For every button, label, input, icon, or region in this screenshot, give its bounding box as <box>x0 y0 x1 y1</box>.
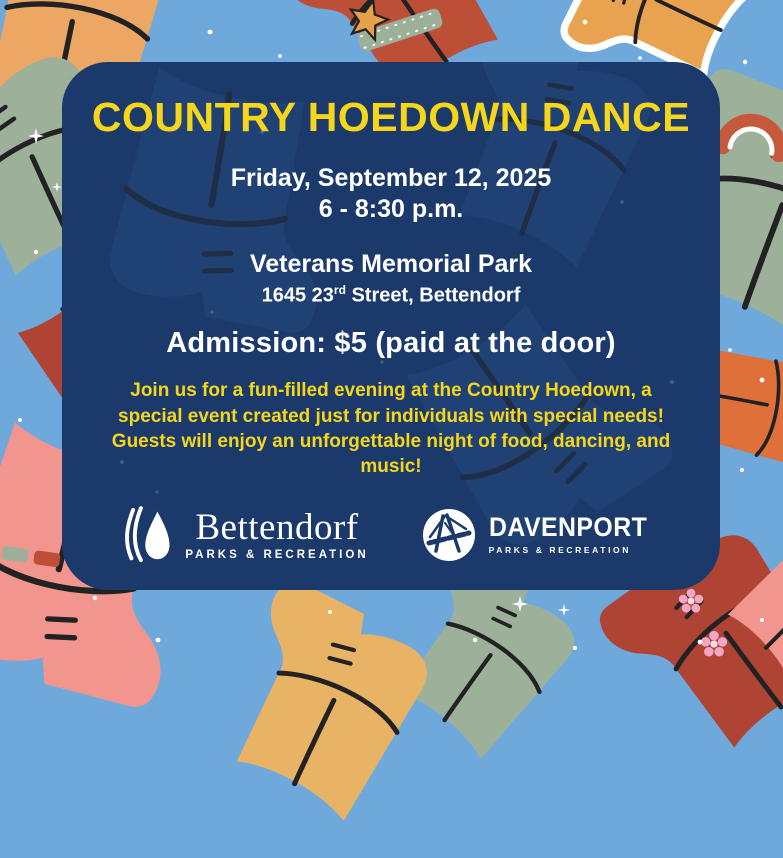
event-date: Friday, September 12, 2025 <box>230 164 552 193</box>
address-prefix: 1645 23 <box>261 284 334 307</box>
admission-info: Admission: $5 (paid at the door) <box>166 327 616 360</box>
venue-address <box>262 283 521 308</box>
bettendorf-logo <box>121 503 368 567</box>
bettendorf-tagline: PARKS & RECREATION <box>185 548 369 561</box>
bettendorf-name: Bettendorf <box>195 506 359 548</box>
venue-name: Veterans Memorial Park <box>249 250 533 279</box>
davenport-logo-text <box>489 514 661 555</box>
davenport-tagline: PARKS & RECREATION <box>488 545 631 556</box>
davenport-name: DAVENPORT <box>488 512 647 543</box>
flyer-content <box>62 62 720 590</box>
bridge-icon <box>421 507 477 563</box>
sponsor-logos <box>121 503 660 567</box>
event-time: 6 - 8:30 p.m. <box>318 194 464 223</box>
bettendorf-logo-text <box>185 506 369 561</box>
water-drop-swoosh-icon <box>121 503 173 567</box>
event-title: COUNTRY HOEDOWN DANCE <box>91 94 691 140</box>
address-ordinal: rd <box>333 282 346 297</box>
flyer-panel <box>62 62 720 590</box>
davenport-logo <box>421 507 661 563</box>
address-suffix: Street, Bettendorf <box>345 284 521 307</box>
event-description: Join us for a fun-filled evening at the Country Hoedown, a special event created just for individuals with special needs! Guests will enjoy an unforgettable night of food, dancing, and music! <box>111 380 671 477</box>
